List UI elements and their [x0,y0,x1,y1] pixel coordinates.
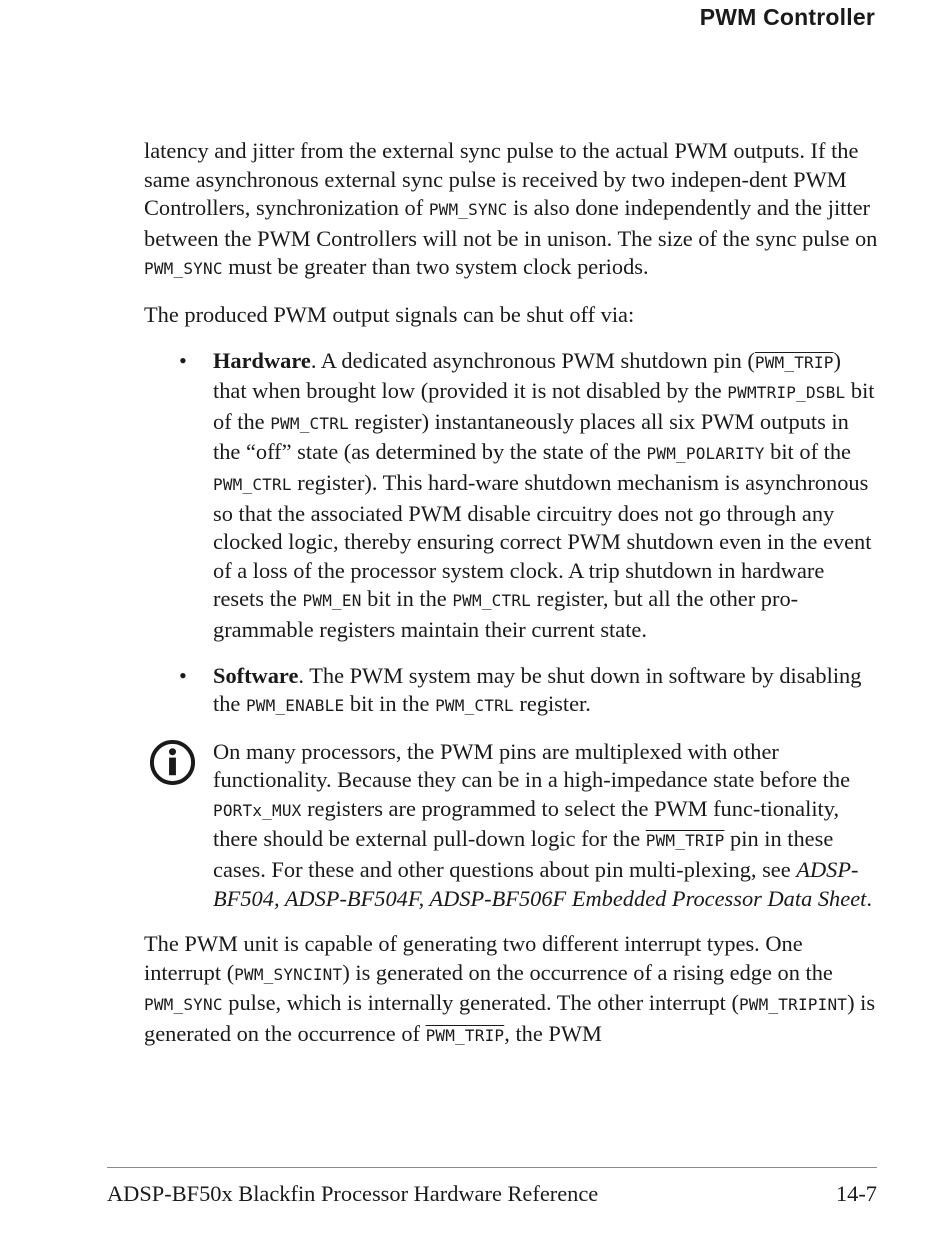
shutdown-methods-list [144,347,878,721]
register-name: PWMTRIP_DSBL [727,383,846,403]
register-name: PWM_ENABLE [245,696,345,716]
register-name: PWM_TRIP [645,831,725,851]
register-name: PWM_EN [302,591,362,611]
footer-page-number: 14-7 [835,1181,877,1206]
register-name: PWM_POLARITY [646,444,765,464]
register-name: PWM_CTRL [213,474,292,494]
register-name: PWM_CTRL [452,591,532,611]
register-name: PWM_CTRL [435,696,514,716]
bullet-dot-icon: • [179,347,187,373]
register-name: PWM_CTRL [270,413,349,433]
bullet-dot-icon: • [179,662,187,688]
info-note: On many processors, the PWM pins are multiplexed with other functionality. Because they can be in a high-impedance state before the PORTx_MUX registers are programmed to select the PWM func-tionality, there should be external pull-down logic for the PWM_TRIP pin in these cases. For these and other questions about pin multi-plexing, see ADSP-BF504, ADSP-BF504F, ADSP-BF506F Embedded Processor Data Sheet. [144,738,878,914]
intro-paragraph: latency and jitter from the external sync pulse to the actual PWM outputs. If the same asynchronous external sync pulse is received by two indepen-dent PWM Controllers, synchronization of PWM_SYNC is also done independently and the jitter between the PWM Controllers will not be in unison. The size of the sync pulse on PWM_SYNC must be greater than two system clock periods. [144,138,878,280]
list-item-hardware: • Hardware. A dedicated asynchronous PWM shutdown pin (PWM_TRIP) that when brought low (provided it is not disabled by the PWMTRIP_DSBL bit of the PWM_CTRL register) instantaneously places all six PWM outputs in the “off” state (as determined by the state of the PWM_POLARITY bit of the PWM_CTRL register). This hard-ware shutdown mechanism is asynchronous so that the associated PWM disable circuitry does not go through any clocked logic, thereby ensuring correct PWM shutdown even in the event of a loss of the processor system clock. A trip shutdown in hardware resets the PWM_EN bit in the PWM_CTRL register, but all the other pro-grammable registers maintain their current state. [179,347,875,642]
list-item-label: Software [213,662,299,688]
register-name: PORTx_MUX [213,800,302,820]
page-body [144,137,878,1068]
register-name: PWM_SYNC [428,200,508,220]
datasheet-reference: ADSP-BF504, ADSP-BF504F, ADSP-BF506F Embedded Processor Data Sheet [213,857,867,911]
footer-divider [107,1167,877,1168]
interrupts-paragraph: The PWM unit is capable of generating two different interrupt types. One interrupt (PWM_SYNCINT) is generated on the occurrence of a rising edge on the PWM_SYNC pulse, which is internally generated. The other interrupt (PWM_TRIPINT) is generated on the occurrence of PWM_TRIP, the PWM [144,931,876,1047]
register-name: PWM_TRIPINT [738,995,848,1015]
register-name: PWM_SYNC [144,259,223,279]
footer-book-title: ADSP-BF50x Blackfin Processor Hardware Reference [107,1181,599,1206]
list-item-label: Hardware [213,347,311,373]
register-name: PWM_SYNCINT [234,964,343,984]
shutoff-lead-paragraph: The produced PWM output signals can be shut off via: [144,301,635,327]
info-icon [149,739,196,786]
register-name: PWM_TRIP [754,352,834,372]
register-name: PWM_TRIP [425,1026,505,1046]
register-name: PWM_SYNC [144,995,223,1015]
running-header-title: PWM Controller [699,4,875,30]
list-item-software: • Software. The PWM system may be shut down in software by disabling the PWM_ENABLE bit in the PWM_CTRL register. [179,662,862,717]
